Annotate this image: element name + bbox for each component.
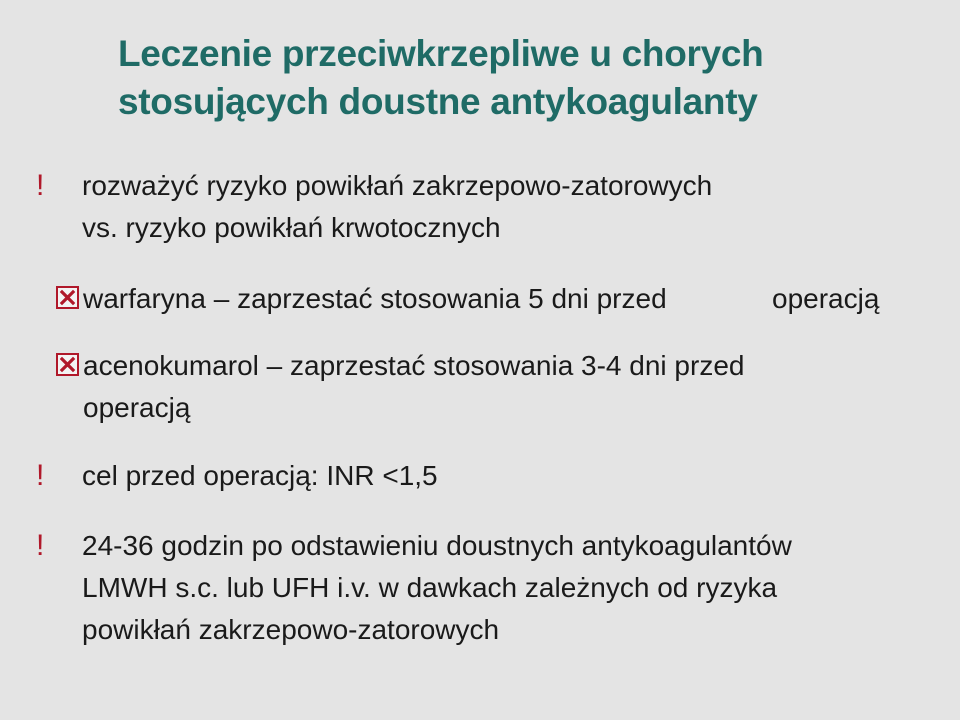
exclamation-marker: ! bbox=[36, 169, 45, 202]
bullet-2-tail: operacją bbox=[772, 283, 880, 314]
bullet-1-line-2: vs. ryzyko powikłań krwotocznych bbox=[82, 212, 501, 243]
exclamation-marker: ! bbox=[36, 529, 45, 562]
bullet-4-line-1: cel przed operacją: INR <1,5 bbox=[82, 460, 438, 491]
slide-title bbox=[118, 30, 918, 126]
title-line-1: Leczenie przeciwkrzepliwe u chorych bbox=[118, 33, 764, 74]
bullet-1-line-1: rozważyć ryzyko powikłań zakrzepowo-zatorowych bbox=[82, 170, 713, 201]
bullet-2-main: warfaryna – zaprzestać stosowania 5 dni przed bbox=[83, 283, 667, 314]
bullet-3-line-2: operacją bbox=[83, 392, 191, 423]
bullet-5-line-2: LMWH s.c. lub UFH i.v. w dawkach zależnych od ryzyka bbox=[82, 572, 778, 603]
bullet-5-line-1: 24-36 godzin po odstawieniu doustnych antykoagulantów bbox=[82, 530, 792, 561]
bullet-5-line-3: powikłań zakrzepowo-zatorowych bbox=[82, 614, 500, 645]
exclamation-marker: ! bbox=[36, 459, 45, 492]
bullet-3-line-1: acenokumarol – zaprzestać stosowania 3-4 dni przed bbox=[83, 350, 745, 381]
title-line-2: stosujących doustne antykoagulanty bbox=[118, 81, 758, 122]
x-box-icon bbox=[56, 286, 79, 309]
x-box-icon bbox=[56, 353, 79, 376]
